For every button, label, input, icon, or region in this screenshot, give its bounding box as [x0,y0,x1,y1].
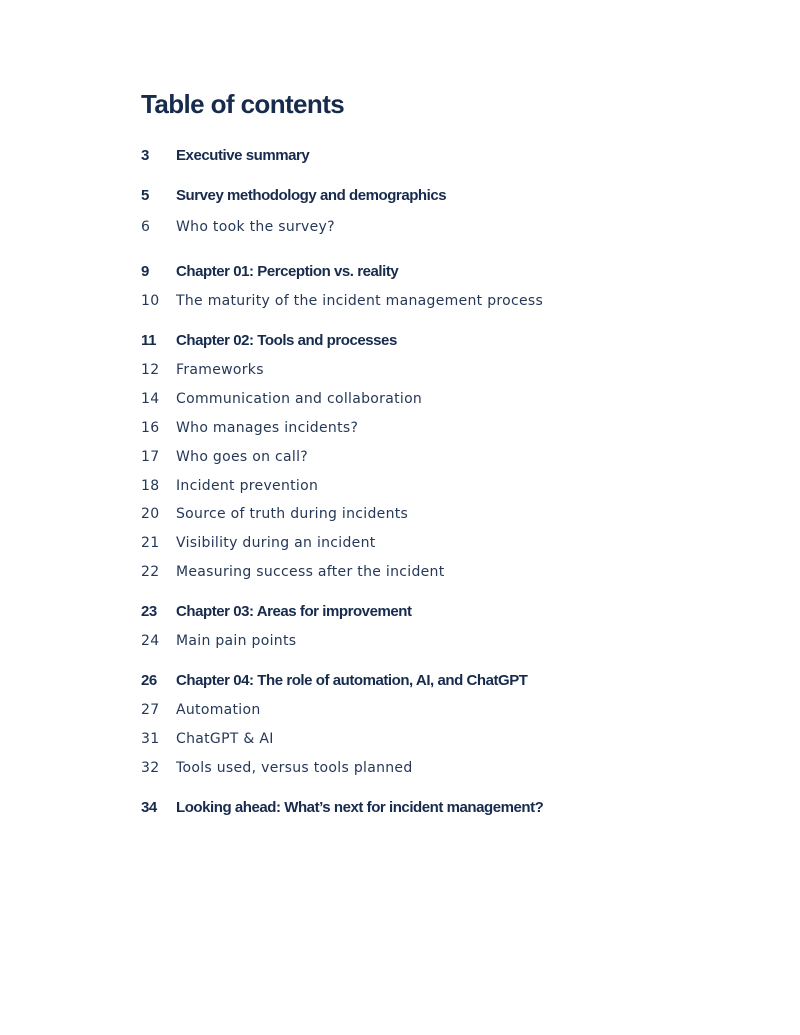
toc-page-number: 32 [141,760,160,776]
toc-page-number: 10 [141,293,160,309]
toc-page-number: 5 [141,187,149,204]
toc-entry-label: Communication and collaboration [176,391,423,407]
toc-page-number: 9 [141,263,149,280]
toc-page-number: 3 [141,147,149,164]
toc-page-number: 17 [141,449,160,465]
toc-page-number: 20 [141,506,160,522]
toc-entry-label: Incident prevention [176,478,319,494]
toc-entry-label: Chapter 01: Perception vs. reality [176,263,399,280]
toc-page-number: 27 [141,702,160,718]
toc-page-number: 16 [141,420,160,436]
toc-page-number: 34 [141,799,157,816]
toc-page-number: 14 [141,391,160,407]
page-title: Table of contents [141,89,345,119]
toc-entry-label: Survey methodology and demographics [176,187,447,204]
toc-page-number: 31 [141,731,160,747]
toc-page-number: 22 [141,564,160,580]
toc-page-number: 6 [141,219,151,235]
toc-page-number: 24 [141,633,160,649]
toc-page-number: 26 [141,672,157,689]
toc-entry-label: Tools used, versus tools planned [176,760,413,776]
toc-page-number: 23 [141,603,157,620]
toc-entry-label: Automation [176,702,261,718]
toc-page-number: 18 [141,478,160,494]
toc-page-number: 11 [141,332,156,349]
toc-entry-label: Chapter 03: Areas for improvement [176,603,412,620]
toc-page-number: 21 [141,535,160,551]
toc-entry-label: Who took the survey? [176,219,335,235]
toc-entry-label: Source of truth during incidents [176,506,409,522]
toc-entry-label: Frameworks [176,362,264,378]
toc-entry-label: Looking ahead: What’s next for incident management? [176,799,544,816]
toc-entry-label: ChatGPT & AI [176,731,274,747]
toc-entry-label: Main pain points [176,633,297,649]
toc-entry-label: Who manages incidents? [176,420,359,436]
toc-entry-label: Chapter 04: The role of automation, AI, and ChatGPT [176,672,528,689]
toc-entry-label: Visibility during an incident [176,535,376,551]
toc-entry-label: The maturity of the incident management process [176,293,544,309]
toc-entry-label: Measuring success after the incident [176,564,445,580]
toc-entry-label: Who goes on call? [176,449,309,465]
toc-entry-label: Executive summary [176,147,310,164]
toc-page-number: 12 [141,362,160,378]
toc-entry-label: Chapter 02: Tools and processes [176,332,397,349]
